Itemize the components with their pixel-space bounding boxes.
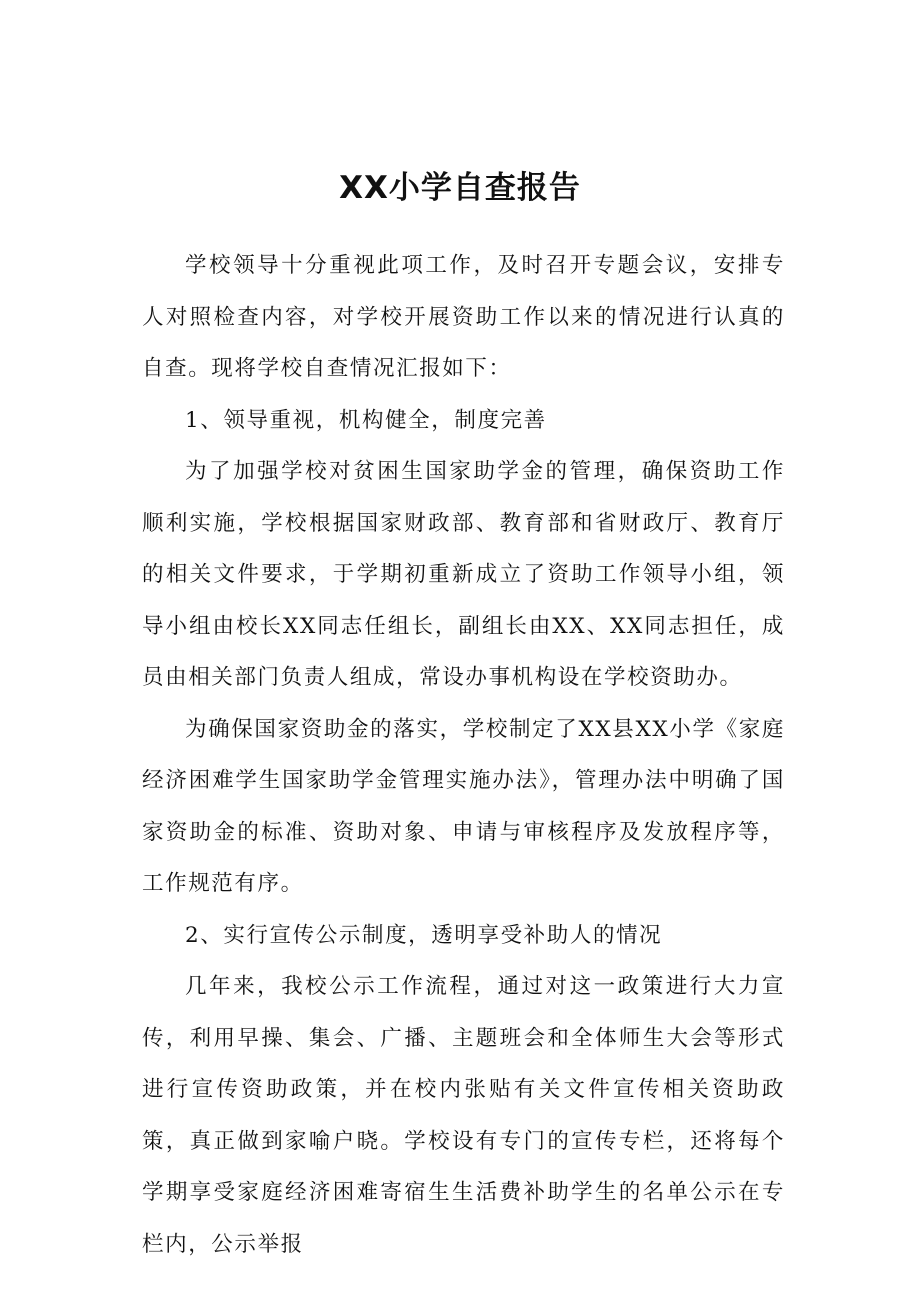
- paragraph-leadership: 为了加强学校对贫困生国家助学金的管理，确保资助工作顺利实施，学校根据国家财政部、教育部和省财政厅、教育厅的相关文件要求，于学期初重新成立了资助工作领导小组，领导小组由校长XX同志任组长，副组长由XX、XX同志担任，成员由相关部门负责人组成，常设办事机构设在学校资助办。: [142, 459, 785, 690]
- paragraph-publicity: 几年来，我校公示工作流程，通过对这一政策进行大力宣传，利用早操、集会、广播、主题班会和全体师生大会等形式进行宣传资助政策，并在校内张贴有关文件宣传相关资助政策，真正做到家喻户晓。学校设有专门的宣传专栏，还将每个学期享受家庭经济困难寄宿生生活费补助学生的名单公示在专栏内，公示举报: [142, 974, 785, 1257]
- document-title: XX小学自查报告: [339, 170, 581, 206]
- paragraph-regulations: 为确保国家资助金的落实，学校制定了XX县XX小学《家庭经济困难学生国家助学金管理实施办法》，管理办法中明确了国家资助金的标准、资助对象、申请与审核程序及发放程序等，工作规范有序。: [142, 716, 785, 896]
- paragraph-intro: 学校领导十分重视此项工作，及时召开专题会议，安排专人对照检查内容，对学校开展资助工作以来的情况进行认真的自查。现将学校自查情况汇报如下：: [142, 253, 785, 381]
- document-body: [142, 240, 785, 1270]
- section-heading-1: 1、领导重视，机构健全，制度完善: [185, 407, 547, 433]
- section-heading-2: 2、实行宣传公示制度，透明享受补助人的情况: [185, 922, 663, 948]
